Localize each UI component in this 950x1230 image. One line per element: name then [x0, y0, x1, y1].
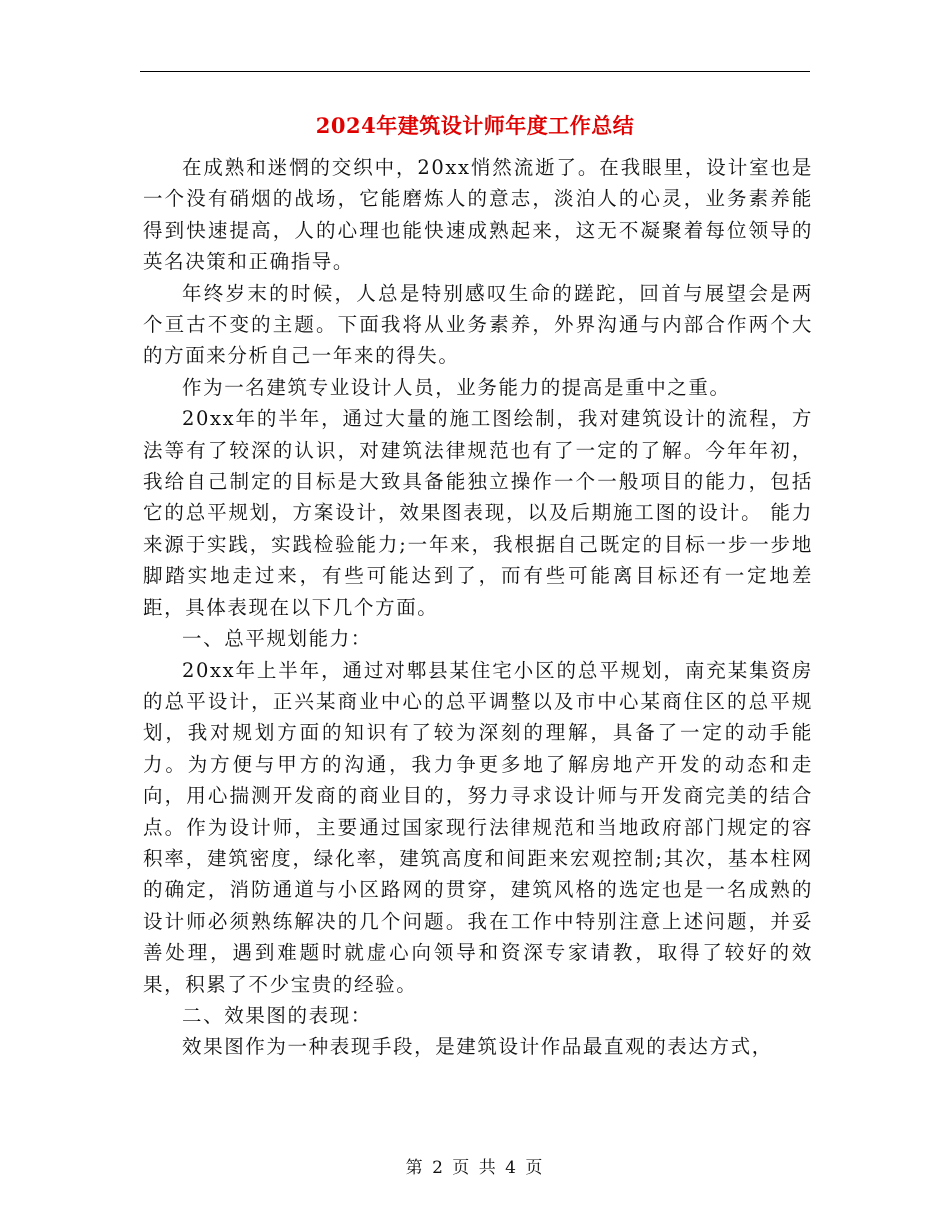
- paragraph-planning: 20xx年上半年，通过对郫县某住宅小区的总平规划，南充某集资房的总平设计，正兴某商业中心的总平调整以及市中心某商住区的总平规划，我对规划方面的知识有了较为深刻的理解，具备了一定的动手能力。为方便与甲方的沟通，我力争更多地了解房地产开发的动态和走向，用心揣测开发商的商业目的，努力寻求设计师与开发商完美的结合点。作为设计师，主要通过国家现行法律规范和当地政府部门规定的容积率，建筑密度，绿化率，建筑高度和间距来宏观控制;其次，基本柱网的确定，消防通道与小区路网的贯穿，建筑风格的选定也是一名成熟的设计师必须熟练解决的几个问题。我在工作中特别注意上述问题，并妥善处理，遇到难题时就虚心向领导和资深专家请教，取得了较好的效果，积累了不少宝贵的经验。: [143, 658, 813, 996]
- header-rule: [140, 71, 810, 72]
- paragraph-intro: 在成熟和迷惘的交织中，20xx悄然流逝了。在我眼里，设计室也是一个没有硝烟的战场，它能磨炼人的意志，淡泊人的心灵，业务素养能得到快速提高，人的心理也能快速成熟起来，这无不凝聚着每位领导的英名决策和正确指导。: [143, 156, 813, 274]
- section-heading-planning: 一、总平规划能力：: [182, 627, 372, 651]
- page-number: 第 2 页 共 4 页: [405, 1158, 545, 1178]
- paragraph-goals: 20xx年的半年，通过大量的施工图绘制，我对建筑设计的流程，方法等有了较深的认识，对建筑法律规范也有了一定的了解。今年年初，我给自己制定的目标是大致具备能独立操作一个一般项目的能力，包括它的总平规划，方案设计，效果图表现，以及后期施工图的设计。 能力来源于实践，实践检验能力;一年来，我根据自己既定的目标一步一步地脚踏实地走过来，有些可能达到了，而有些可能离目标还有一定地差距，具体表现在以下几个方面。: [143, 407, 813, 619]
- paragraph-review: 年终岁末的时候，人总是特别感叹生命的蹉跎，回首与展望会是两个亘古不变的主题。下面我将从业务素养，外界沟通与内部合作两个大的方面来分析自己一年来的得失。: [143, 281, 813, 368]
- document-body: [143, 152, 813, 1063]
- section-heading-rendering: 二、效果图的表现：: [182, 1003, 372, 1027]
- paragraph-role: 作为一名建筑专业设计人员，业务能力的提高是重中之重。: [182, 375, 731, 399]
- paragraph-rendering: 效果图作为一种表现手段，是建筑设计作品最直观的表达方式，: [182, 1035, 773, 1059]
- document-title: 2024年建筑设计师年度工作总结: [315, 113, 635, 138]
